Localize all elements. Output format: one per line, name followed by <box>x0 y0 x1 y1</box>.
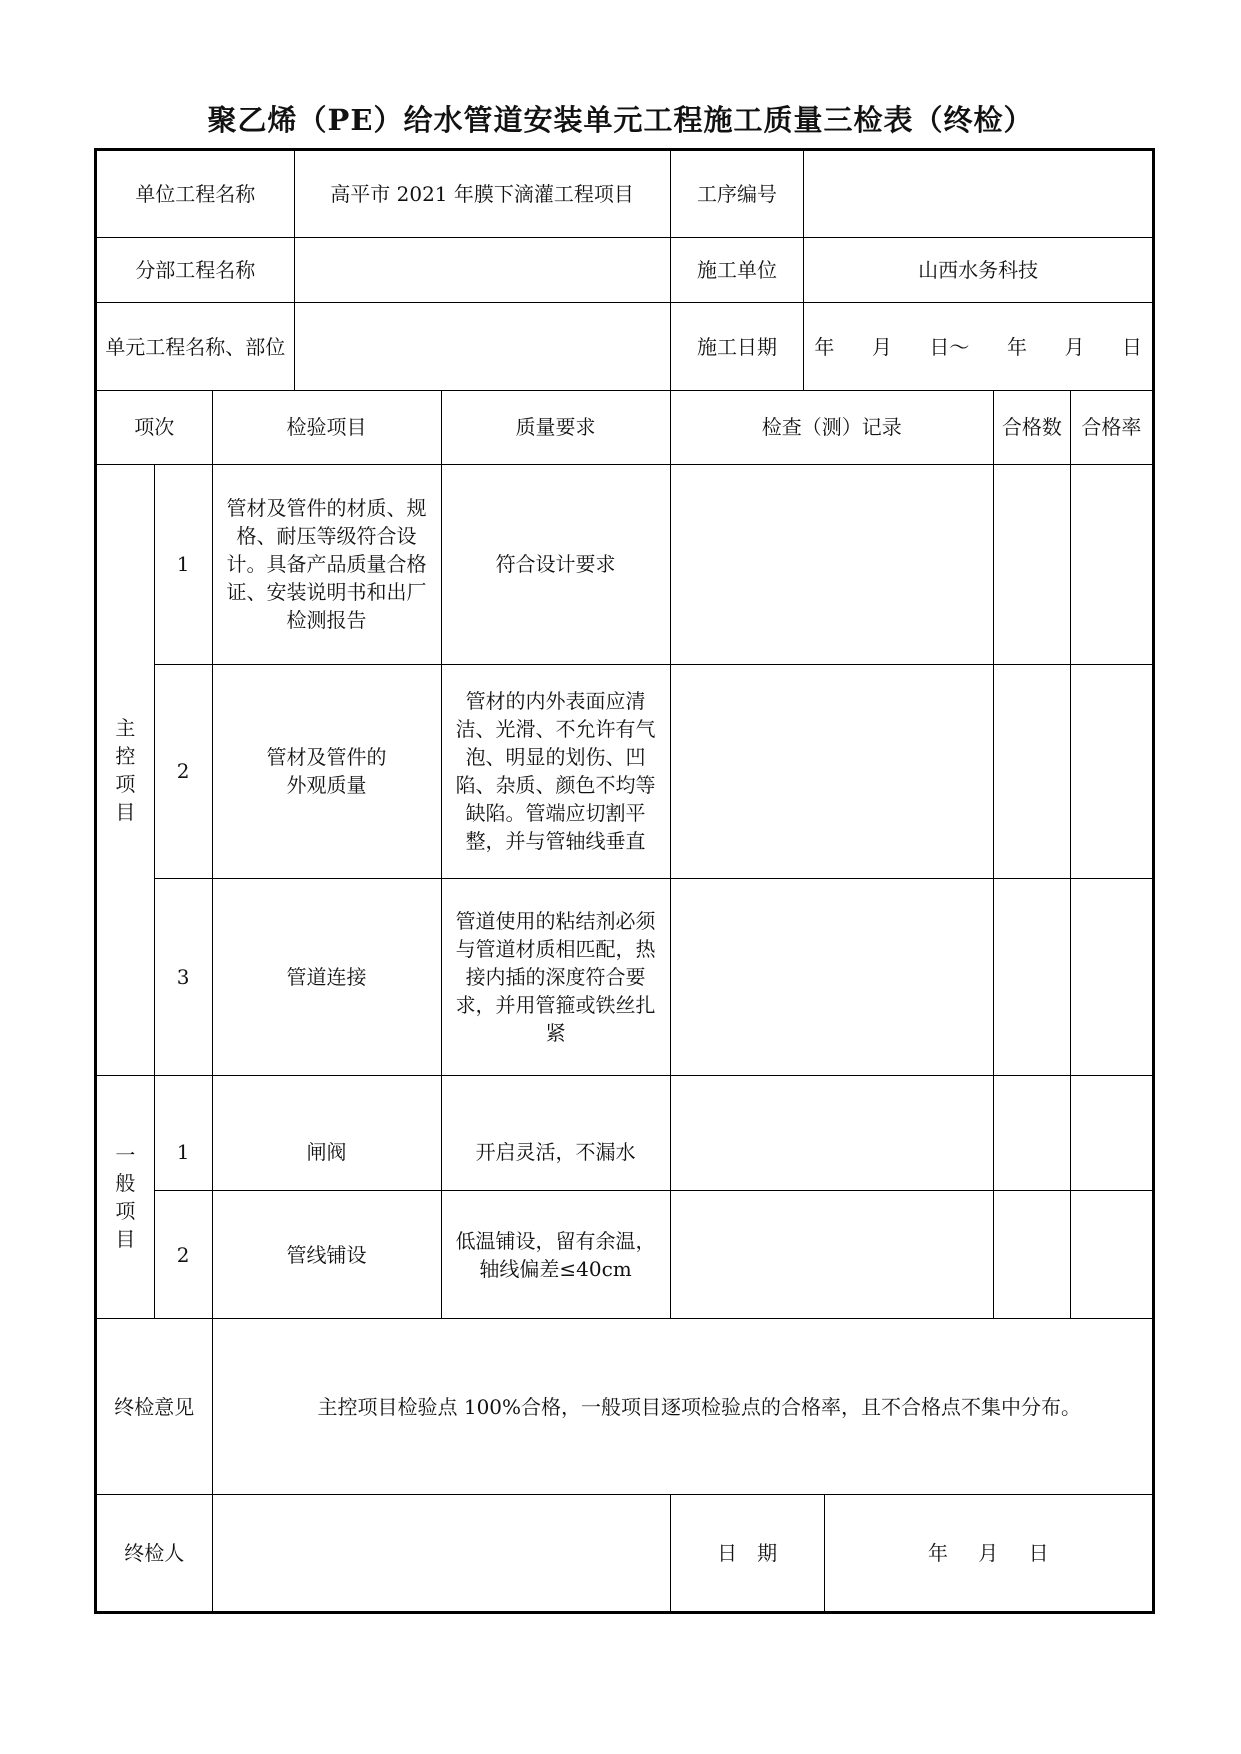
unit-project-label: 单位工程名称 <box>96 150 295 238</box>
date-start-month: 月 <box>871 334 892 359</box>
col-pass-rate: 合格率 <box>1070 391 1153 465</box>
main-item-row-2 <box>96 664 1154 879</box>
process-no-label: 工序编号 <box>670 150 804 238</box>
general-item-requirement-2: 低温铺设，留有余温，轴线偏差≤40cm <box>441 1191 670 1319</box>
signoff-row <box>96 1494 1154 1612</box>
date-end-year: 年 <box>1006 334 1027 359</box>
contractor-value: 山西水务科技 <box>804 237 1154 303</box>
form-title: 聚乙烯（PE）给水管道安装单元工程施工质量三检表（终检） <box>207 103 1034 137</box>
signoff-year: 年 <box>927 1540 948 1565</box>
main-item-no-2: 2 <box>154 664 212 879</box>
date-end-day: 日 <box>1122 334 1142 359</box>
main-item-name-1: 管材及管件的材质、规格、耐压等级符合设计。具备产品质量合格证、安装说明书和出厂检测报告 <box>212 464 441 664</box>
main-item-no-1: 1 <box>154 464 212 664</box>
general-item-pass-rate-1 <box>1070 1076 1153 1191</box>
main-item-record-2 <box>670 664 993 879</box>
general-item-pass-count-1 <box>993 1076 1070 1191</box>
division-label: 分部工程名称 <box>96 237 295 303</box>
col-requirement: 质量要求 <box>441 391 670 465</box>
main-item-record-1 <box>670 464 993 664</box>
date-start-day: 日～ <box>929 334 970 359</box>
general-item-requirement-1: 开启灵活，不漏水 <box>441 1076 670 1191</box>
final-opinion-row <box>96 1319 1154 1495</box>
date-start-year: 年 <box>814 334 835 359</box>
main-item-pass-count-3 <box>993 879 1070 1076</box>
signoff-month: 月 <box>978 1540 999 1565</box>
main-item-pass-count-2 <box>993 664 1070 879</box>
general-group-label: 一 般 项 目 <box>96 1076 155 1319</box>
main-item-pass-rate-1 <box>1070 464 1153 664</box>
main-item-name-3: 管道连接 <box>212 879 441 1076</box>
main-item-row-3 <box>96 879 1154 1076</box>
main-item-requirement-3: 管道使用的粘结剂必须与管道材质相匹配，热接内插的深度符合要求，并用管箍或铁丝扎紧 <box>441 879 670 1076</box>
element-label: 单元工程名称、部位 <box>96 303 295 391</box>
general-item-row-1 <box>96 1076 1154 1191</box>
main-item-pass-rate-3 <box>1070 879 1153 1076</box>
column-header-row <box>96 391 1154 465</box>
process-no-value <box>804 150 1154 238</box>
general-item-name-1: 闸阀 <box>212 1076 441 1191</box>
main-item-name-2: 管材及管件的 外观质量 <box>212 664 441 879</box>
main-item-pass-rate-2 <box>1070 664 1153 879</box>
main-item-pass-count-1 <box>993 464 1070 664</box>
construction-date-label: 施工日期 <box>670 303 804 391</box>
main-group-label: 主 控 项 目 <box>96 464 155 1075</box>
date-end-month: 月 <box>1064 334 1085 359</box>
col-item-no: 项次 <box>96 391 213 465</box>
general-item-no-2: 2 <box>154 1191 212 1319</box>
col-pass-count: 合格数 <box>993 391 1070 465</box>
contractor-label: 施工单位 <box>670 237 804 303</box>
inspector-label: 终检人 <box>96 1494 213 1612</box>
division-value <box>294 237 670 303</box>
main-item-requirement-1: 符合设计要求 <box>441 464 670 664</box>
signoff-date-label: 日 期 <box>670 1494 824 1612</box>
unit-project-value: 高平市 2021 年膜下滴灌工程项目 <box>294 150 670 238</box>
general-item-row-2 <box>96 1191 1154 1319</box>
header-row-division <box>96 237 1154 303</box>
general-item-name-2: 管线铺设 <box>212 1191 441 1319</box>
general-item-record-2 <box>670 1191 993 1319</box>
col-record: 检查（测）记录 <box>670 391 993 465</box>
main-item-no-3: 3 <box>154 879 212 1076</box>
general-item-record-1 <box>670 1076 993 1191</box>
main-item-requirement-2: 管材的内外表面应清洁、光滑、不允许有气泡、明显的划伤、凹陷、杂质、颜色不均等缺陷。管端应切割平整，并与管轴线垂直 <box>441 664 670 879</box>
header-row-element <box>96 303 1154 391</box>
final-opinion-label: 终检意见 <box>96 1319 213 1495</box>
final-opinion-text: 主控项目检验点 100%合格，一般项目逐项检验点的合格率，且不合格点不集中分布。 <box>212 1319 1153 1495</box>
general-item-pass-count-2 <box>993 1191 1070 1319</box>
main-item-row-1 <box>96 464 1154 664</box>
signoff-day: 日 <box>1028 1540 1049 1565</box>
inspection-form-table <box>94 148 1155 1614</box>
col-check-item: 检验项目 <box>212 391 441 465</box>
inspector-value <box>212 1494 670 1612</box>
general-item-pass-rate-2 <box>1070 1191 1153 1319</box>
construction-date-value <box>804 303 1154 391</box>
general-item-no-1: 1 <box>154 1076 212 1191</box>
main-item-record-3 <box>670 879 993 1076</box>
header-row-unit-project <box>96 150 1154 238</box>
signoff-date-value <box>824 1494 1153 1612</box>
element-value <box>294 303 670 391</box>
